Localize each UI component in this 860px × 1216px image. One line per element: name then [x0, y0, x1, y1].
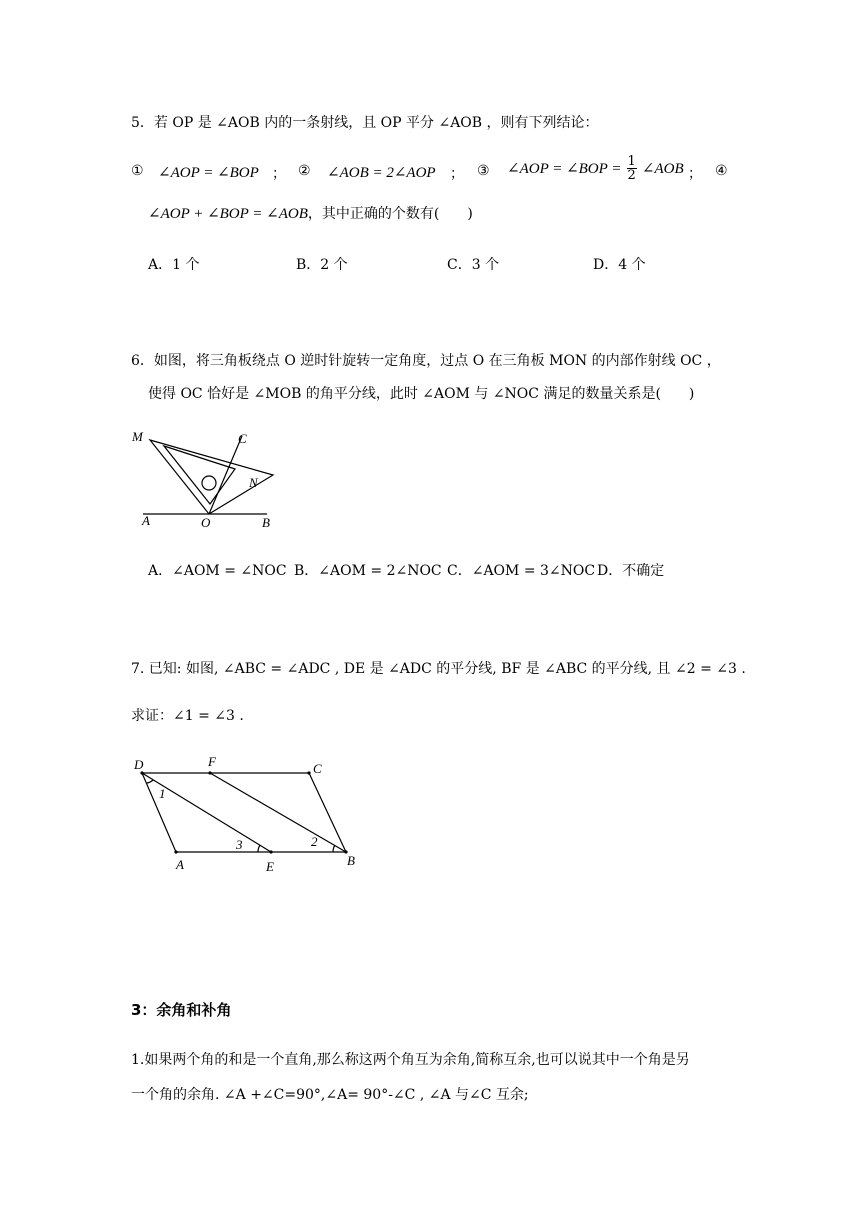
q7-label-c: C	[313, 761, 322, 776]
q7-label-e: E	[266, 859, 274, 874]
q7-label-angle-1: 1	[159, 786, 166, 801]
q7-angle-arc-3	[258, 845, 260, 852]
q7-point-a	[174, 850, 177, 853]
q7-point-f	[208, 771, 211, 774]
q7-stem-line-1: 7. 已知: 如图, ∠ABC = ∠ADC , DE 是 ∠ADC 的平分线, BF 是 ∠ABC 的平分线, 且 ∠2 = ∠3 .	[131, 661, 746, 677]
q5-choice-3-post: ∠AOB	[641, 161, 684, 177]
q7-segment-de	[142, 773, 271, 852]
q5-fraction-denominator: 2	[627, 168, 636, 183]
q7-label-angle-2: 2	[311, 834, 318, 849]
section-3-paragraph-line-1: 1.如果两个角的和是一个直角,那么称这两个角互为余角,简称互余,也可以说其中一个角是另	[131, 1052, 690, 1068]
q5-sep-3: ；	[688, 166, 702, 182]
q7-point-e	[269, 850, 272, 853]
q5-choice-1-mark: ①	[131, 163, 144, 179]
q7-stem-line-2: 求证：∠1 = ∠3 .	[131, 708, 244, 724]
q5-choice-3-pre: ∠AOP = ∠BOP =	[507, 161, 622, 177]
q7-point-c	[307, 771, 310, 774]
q5-option-a: A．1 个	[148, 257, 200, 273]
q5-tail: ，其中正确的个数有( )	[307, 206, 473, 222]
q6-option-b: B．∠AOM = 2∠NOC	[294, 563, 442, 579]
q5-sep-1: ；	[272, 166, 286, 182]
q5-choice-4-line	[148, 203, 473, 223]
q7-angle-arc-1	[147, 780, 153, 783]
q5-option-c: C．3 个	[447, 257, 500, 273]
q5-choice-2-mark: ②	[298, 163, 311, 179]
q5-choice-1: ∠AOP = ∠BOP	[158, 165, 259, 181]
q7-figure	[128, 752, 368, 878]
section-3-paragraph-line-2: 一个角的余角. ∠A +∠C=90°,∠A= 90°-∠C , ∠A 与∠C 互余;	[131, 1087, 529, 1103]
q7-angle-arc-2	[333, 845, 335, 852]
q6-stem-line-2: 使得 OC 恰好是 ∠MOB 的角平分线，此时 ∠AOM 与 ∠NOC 满足的数量关系是( )	[148, 386, 695, 402]
q5-option-d: D．4 个	[593, 257, 646, 273]
q5-choice-3-fraction	[627, 155, 637, 182]
q6-ray-oc	[209, 436, 242, 514]
q5-fraction-numerator: 1	[627, 154, 636, 169]
q6-label-b: B	[262, 515, 270, 530]
q7-label-a: A	[176, 857, 184, 872]
q6-label-c: C	[238, 431, 247, 446]
q6-option-a: A．∠AOM = ∠NOC	[148, 563, 287, 579]
q7-label-b: B	[347, 853, 355, 868]
q6-option-d: D．不确定	[597, 563, 665, 579]
q7-label-angle-3: 3	[236, 837, 243, 852]
q6-circle	[202, 476, 216, 490]
q6-label-o: O	[201, 515, 211, 530]
q7-label-f: F	[208, 754, 216, 769]
q7-segment-bf	[210, 773, 346, 852]
q5-option-b: B．2 个	[296, 257, 348, 273]
q6-figure	[125, 425, 285, 533]
q6-label-m: M	[132, 429, 143, 444]
q5-choice-4: ∠AOP + ∠BOP = ∠AOB	[148, 206, 308, 222]
q6-stem-line-1: 6．如图，将三角板绕点 O 逆时针旋转一定角度，过点 O 在三角板 MON 的内部作射线 OC ，	[131, 353, 721, 369]
q5-stem: 5．若 OP 是 ∠AOB 内的一条射线，且 OP 平分 ∠AOB ，则有下列结论：	[131, 115, 599, 131]
q5-choice-4-mark: ④	[715, 163, 728, 179]
q7-label-d: D	[134, 757, 144, 772]
q6-label-a: A	[142, 513, 150, 528]
q6-label-n: N	[249, 475, 258, 490]
q5-choice-3	[507, 155, 684, 182]
section-3-heading: 3：余角和补角	[131, 1001, 232, 1019]
q5-choice-2: ∠AOB = 2∠AOP	[327, 165, 436, 181]
q6-option-c: C．∠AOM = 3∠NOC	[447, 563, 596, 579]
q5-choice-3-mark: ③	[477, 163, 490, 179]
q5-sep-2: ；	[450, 166, 464, 182]
